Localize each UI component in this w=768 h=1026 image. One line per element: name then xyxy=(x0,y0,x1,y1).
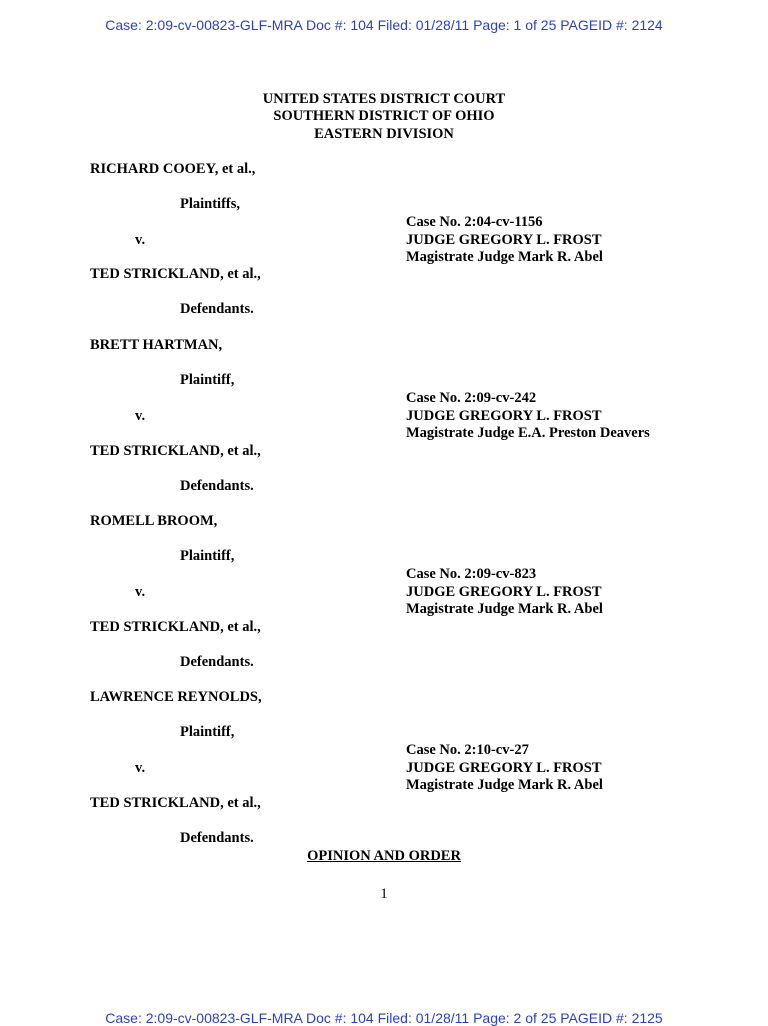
plaintiff-role: Plaintiff, xyxy=(180,372,235,388)
defendant-role: Defendants. xyxy=(180,301,254,317)
judge-name: JUDGE GREGORY L. FROST xyxy=(406,232,602,248)
versus: v. xyxy=(135,760,146,776)
plaintiff-name: BRETT HARTMAN, xyxy=(90,337,223,353)
plaintiff-role: Plaintiffs, xyxy=(180,196,241,212)
versus: v. xyxy=(135,232,146,248)
case-number: Case No. 2:10-cv-27 xyxy=(406,742,529,758)
versus: v. xyxy=(135,408,146,424)
magistrate-name: Magistrate Judge Mark R. Abel xyxy=(406,601,603,617)
defendant-name: TED STRICKLAND, et al., xyxy=(90,443,261,459)
case-number: Case No. 2:09-cv-242 xyxy=(406,390,537,406)
judge-name: JUDGE GREGORY L. FROST xyxy=(406,760,602,776)
case-number: Case No. 2:09-cv-823 xyxy=(406,566,537,582)
division-name: EASTERN DIVISION xyxy=(314,126,454,142)
defendant-role: Defendants. xyxy=(180,654,254,670)
document-title: OPINION AND ORDER xyxy=(307,848,461,864)
defendant-role: Defendants. xyxy=(180,478,254,494)
versus: v. xyxy=(135,584,146,600)
filing-header: Case: 2:09-cv-00823-GLF-MRA Doc #: 104 Filed: 01/28/11 Page: 1 of 25 PAGEID #: 2124 xyxy=(105,17,663,33)
page-number: 1 xyxy=(380,886,388,902)
case-number: Case No. 2:04-cv-1156 xyxy=(406,214,543,230)
defendant-role: Defendants. xyxy=(180,830,254,846)
plaintiff-role: Plaintiff, xyxy=(180,724,235,740)
magistrate-name: Magistrate Judge E.A. Preston Deavers xyxy=(406,425,650,441)
court-name: UNITED STATES DISTRICT COURT xyxy=(262,91,506,107)
defendant-name: TED STRICKLAND, et al., xyxy=(90,795,261,811)
plaintiff-name: LAWRENCE REYNOLDS, xyxy=(90,689,262,705)
plaintiff-name: ROMELL BROOM, xyxy=(90,513,218,529)
defendant-name: TED STRICKLAND, et al., xyxy=(90,619,261,635)
judge-name: JUDGE GREGORY L. FROST xyxy=(406,584,602,600)
defendant-name: TED STRICKLAND, et al., xyxy=(90,266,261,282)
next-page-filing-header: Case: 2:09-cv-00823-GLF-MRA Doc #: 104 Filed: 01/28/11 Page: 2 of 25 PAGEID #: 2125 xyxy=(105,1010,663,1026)
magistrate-name: Magistrate Judge Mark R. Abel xyxy=(406,249,603,265)
magistrate-name: Magistrate Judge Mark R. Abel xyxy=(406,777,603,793)
plaintiff-name: RICHARD COOEY, et al., xyxy=(90,161,256,177)
district-name: SOUTHERN DISTRICT OF OHIO xyxy=(273,108,495,124)
plaintiff-role: Plaintiff, xyxy=(180,548,235,564)
judge-name: JUDGE GREGORY L. FROST xyxy=(406,408,602,424)
